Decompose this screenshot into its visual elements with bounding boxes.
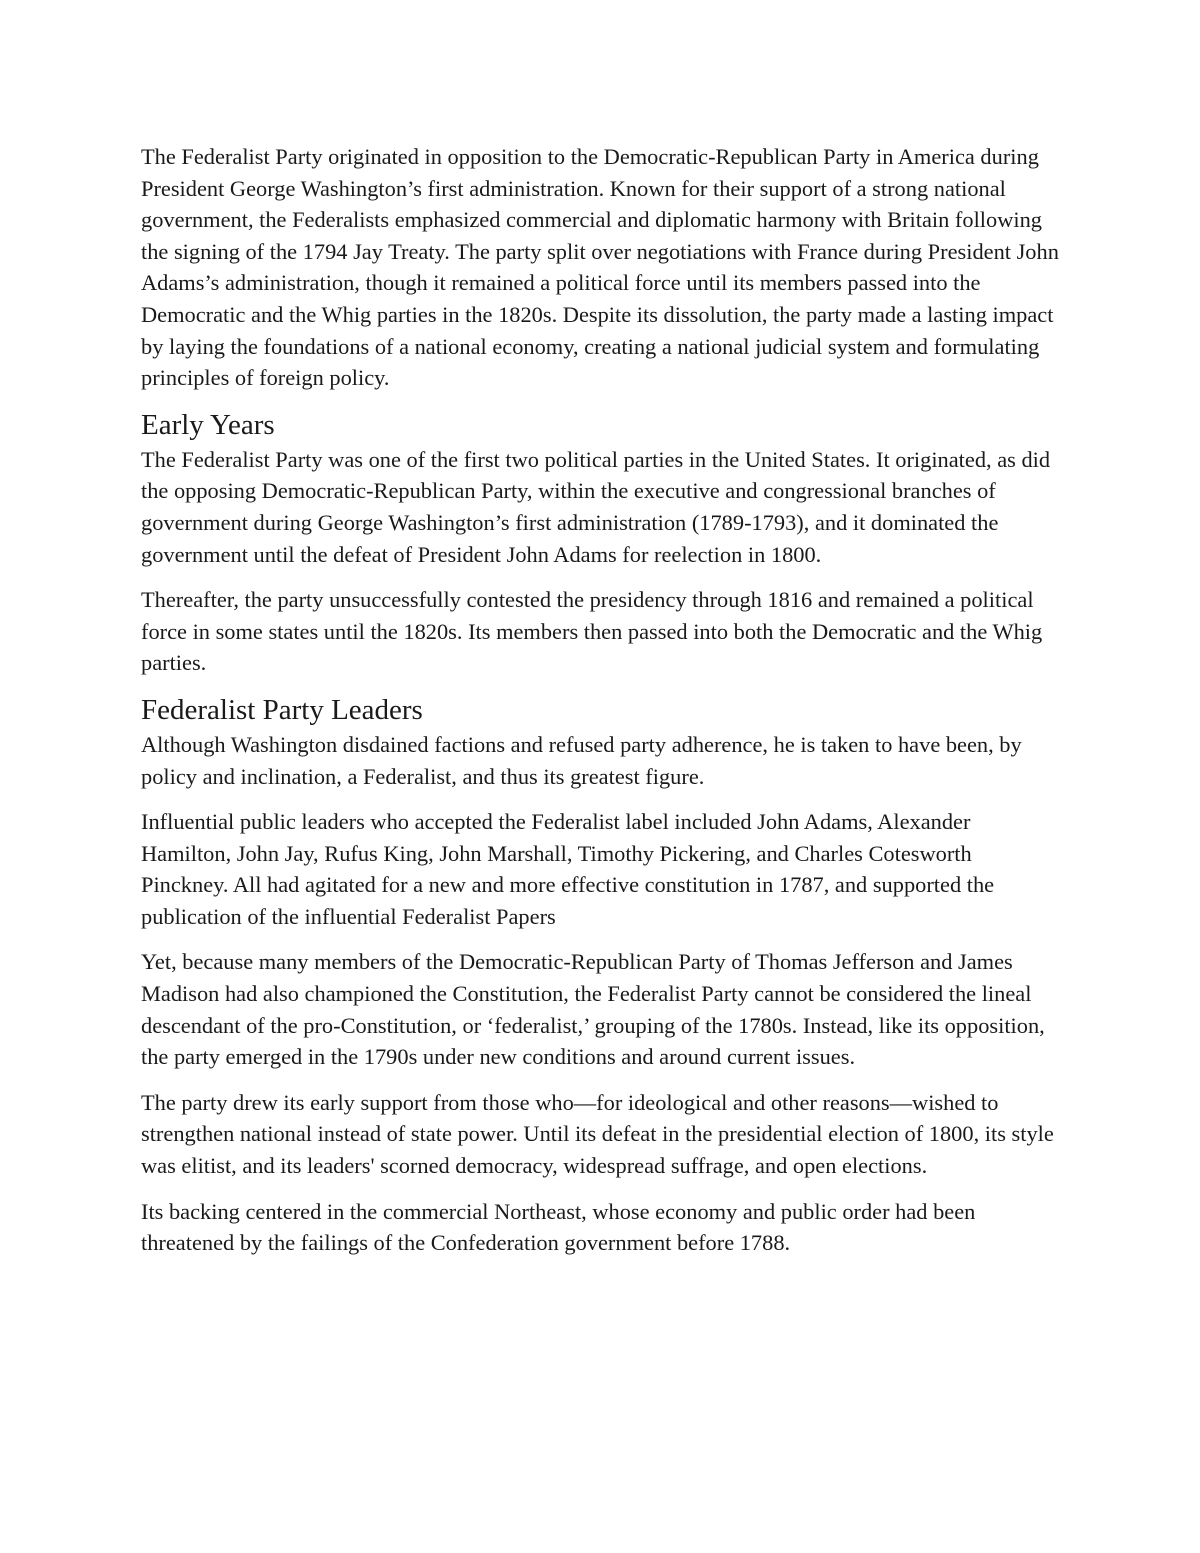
section-early-years — [141, 444, 1061, 679]
section-heading-federalist-party-leaders: Federalist Party Leaders — [141, 693, 423, 726]
early-years-paragraph-2: Thereafter, the party unsuccessfully contested the presidency through 1816 and remained a political force in some states until the 1820s. Its members then passed into both the Democratic and the Whig parties. — [141, 587, 1043, 676]
section-federalist-party-leaders — [141, 729, 1061, 1259]
early-years-paragraph-1: The Federalist Party was one of the first two political parties in the United States. It originated, as did the opposing Democratic-Republican Party, within the executive and congressional branches of government during George Washington’s first administration (1789-1793), and it dominated the government until the defeat of President John Adams for reelection in 1800. — [141, 446, 1051, 567]
leaders-paragraph-5: Its backing centered in the commercial Northeast, whose economy and public order had been threatened by the failings of the Confederation government before 1788. — [141, 1198, 976, 1256]
document-page — [141, 141, 1061, 1273]
leaders-paragraph-3: Yet, because many members of the Democratic-Republican Party of Thomas Jefferson and James Madison had also championed the Constitution, the Federalist Party cannot be considered the lineal descendant of the pro-Constitution, or ‘federalist,’ grouping of the 1780s. Instead, like its opposition, the party emerged in the 1790s under new conditions and around current issues. — [141, 949, 1045, 1070]
leaders-paragraph-2: Influential public leaders who accepted the Federalist label included John Adams, Alexander Hamilton, John Jay, Rufus King, John Marshall, Timothy Pickering, and Charles Cotesworth Pinckney. All had agitated for a new and more effective constitution in 1787, and supported the publication of the influential Federalist Papers — [141, 809, 995, 929]
leaders-paragraph-1: Although Washington disdained factions and refused party adherence, he is taken to have been, by policy and inclination, a Federalist, and thus its greatest figure. — [141, 731, 1022, 789]
section-heading-early-years: Early Years — [141, 408, 275, 441]
intro-paragraph: The Federalist Party originated in opposition to the Democratic-Republican Party in America during President George Washington’s first administration. Known for their support of a strong national government, the Federalists emphasized commercial and diplomatic harmony with Britain following the signing of the 1794 Jay Treaty. The party split over negotiations with France during President John Adams’s administration, though it remained a political force until its members passed into the Democratic and the Whig parties in the 1820s. Despite its dissolution, the party made a lasting impact by laying the foundations of a national economy, creating a national judicial system and formulating principles of foreign policy. — [141, 144, 1059, 391]
leaders-paragraph-4: The party drew its early support from those who—for ideological and other reasons—wished to strengthen national instead of state power. Until its defeat in the presidential election of 1800, its style was elitist, and its leaders' scorned democracy, widespread suffrage, and open elections. — [141, 1089, 1054, 1179]
